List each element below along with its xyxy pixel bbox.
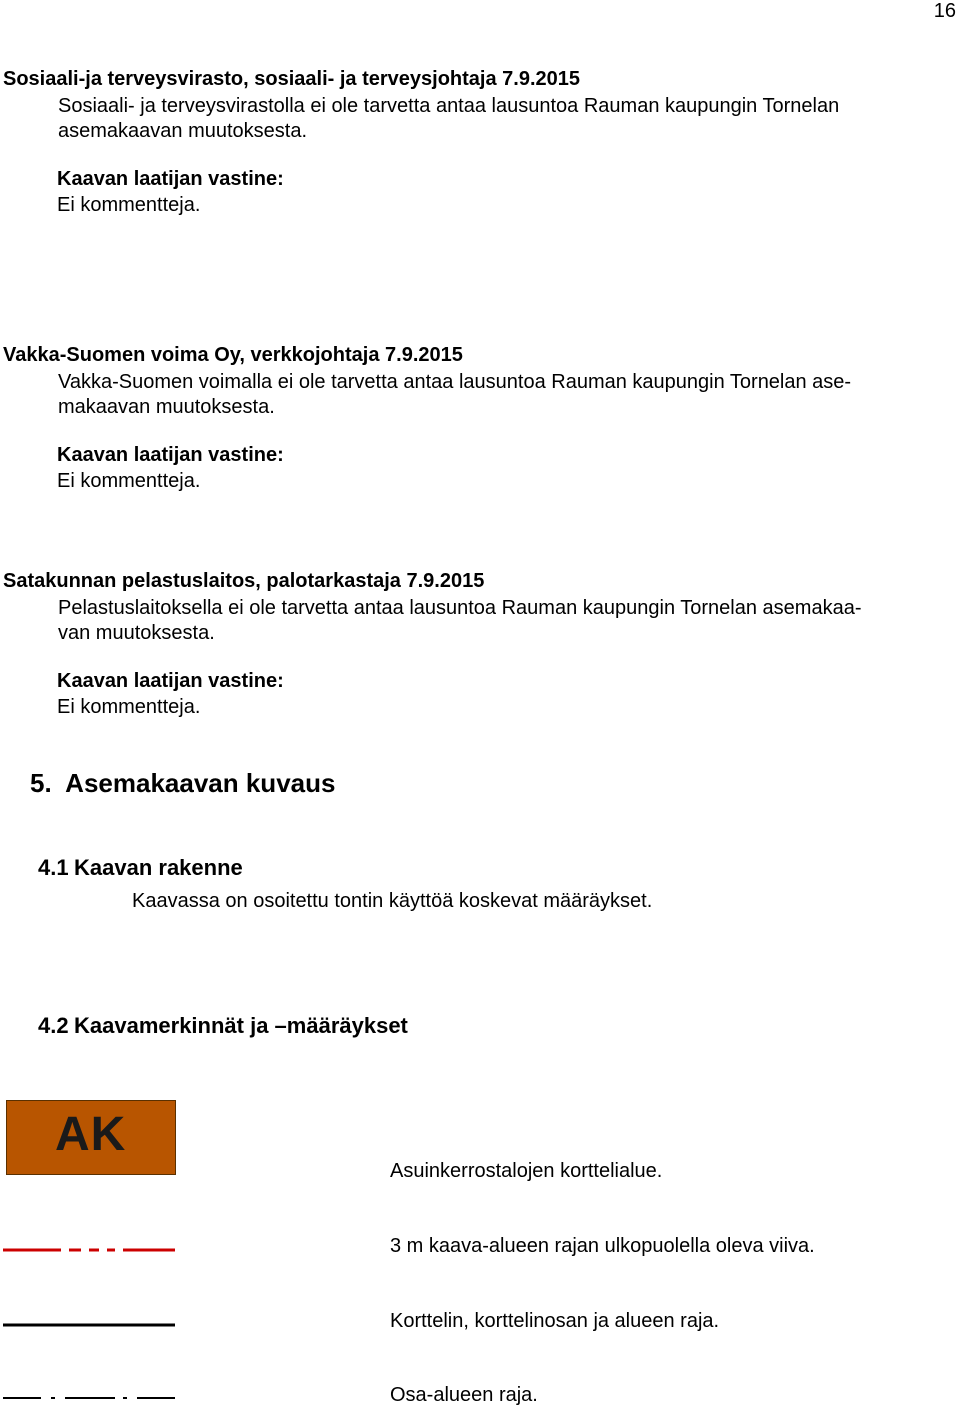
page-number: 16 [933, 0, 956, 22]
response-label: Kaavan laatijan vastine: [57, 670, 284, 692]
response-text: Ei kommentteja. [57, 194, 201, 216]
ak-zone-symbol [6, 1100, 176, 1175]
chapter-title: Asemakaavan kuvaus [65, 768, 336, 798]
section-text-line: makaavan muutoksesta. [58, 396, 275, 418]
response-text: Ei kommentteja. [57, 470, 201, 492]
legend-description: Asuinkerrostalojen korttelialue. [390, 1160, 663, 1182]
legend-description: 3 m kaava-alueen rajan ulkopuolella oleva viiva. [390, 1235, 815, 1257]
response-label: Kaavan laatijan vastine: [57, 444, 284, 466]
ak-symbol-label: AK [55, 1108, 127, 1161]
section-text-line: Pelastuslaitoksella ei ole tarvetta antaa lausuntoa Rauman kaupungin Tornelan asemakaa- [58, 597, 862, 619]
subsection-title: Kaavamerkinnät ja –määräykset [74, 1013, 408, 1038]
subsection-heading [38, 1013, 408, 1039]
section-heading: Satakunnan pelastuslaitos, palotarkastaja 7.9.2015 [3, 570, 485, 592]
section-heading: Vakka-Suomen voima Oy, verkkojohtaja 7.9.2015 [3, 344, 463, 366]
subsection-heading [38, 855, 243, 881]
section-text-line: Vakka-Suomen voimalla ei ole tarvetta antaa lausuntoa Rauman kaupungin Tornelan ase- [58, 371, 852, 393]
response-label: Kaavan laatijan vastine: [57, 168, 284, 190]
chapter-number: 5. [30, 768, 52, 798]
section-text-line: asemakaavan muutoksesta. [58, 120, 308, 142]
subsection-title: Kaavan rakenne [74, 855, 243, 880]
section-text-line: Sosiaali- ja terveysvirastolla ei ole tarvetta antaa lausuntoa Rauman kaupungin Tornelan [58, 95, 840, 117]
sub-area-boundary-line-symbol [3, 1392, 175, 1404]
chapter-heading [30, 768, 335, 799]
section-text-line: van muutoksesta. [58, 622, 215, 644]
boundary-3m-line-symbol [3, 1244, 175, 1256]
legend-description: Korttelin, korttelinosan ja alueen raja. [390, 1310, 720, 1332]
legend-description: Osa-alueen raja. [390, 1384, 538, 1406]
subsection-number: 4.2 [38, 1013, 69, 1038]
response-text: Ei kommentteja. [57, 696, 201, 718]
block-boundary-line-symbol [3, 1319, 175, 1331]
subsection-number: 4.1 [38, 855, 69, 880]
section-heading: Sosiaali-ja terveysvirasto, sosiaali- ja terveysjohtaja 7.9.2015 [3, 68, 581, 90]
subsection-text: Kaavassa on osoitettu tontin käyttöä koskevat määräykset. [132, 890, 653, 912]
